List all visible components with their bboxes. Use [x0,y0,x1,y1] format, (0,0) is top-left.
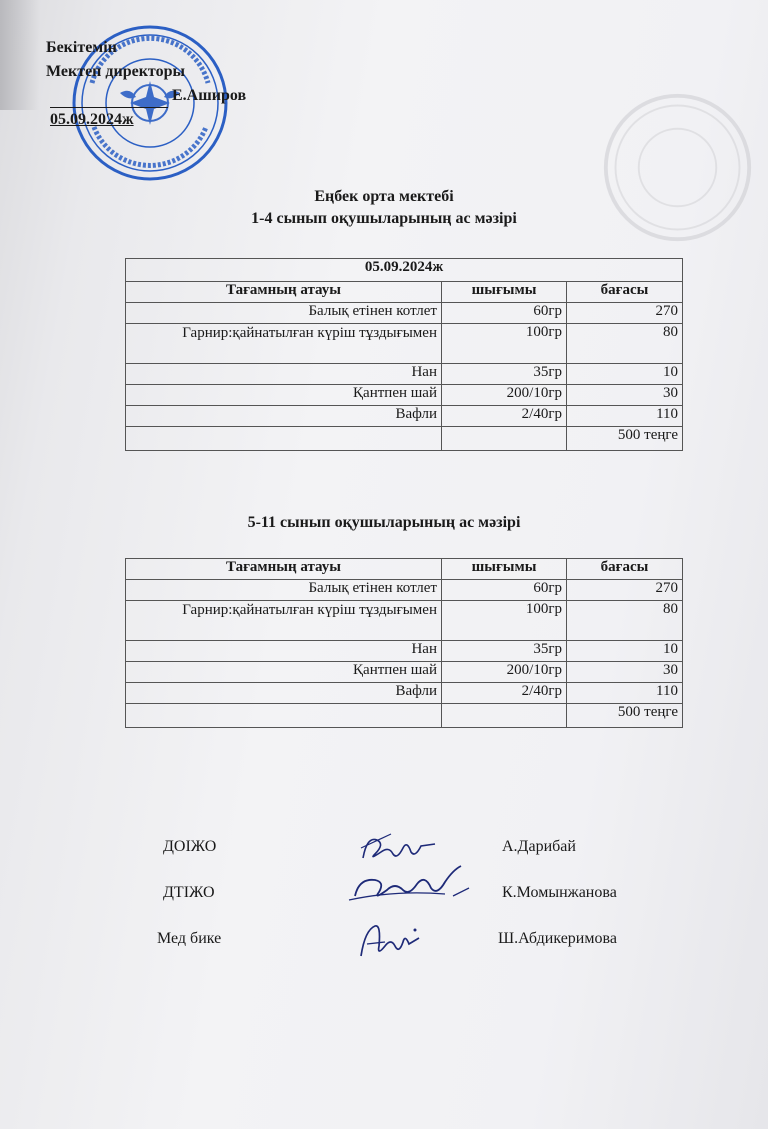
table-row [126,683,683,704]
header-price: бағасы [567,559,683,580]
total-price: 500 теңге [567,704,683,728]
empty-cell [442,704,567,728]
menu2-title: 5-11 сынып оқушыларының ас мәзірі [247,514,521,531]
signature-name: К.Момынжанова [502,884,617,901]
dish-name: Гарнир:қайнатылған күріш тұздығымен [126,601,442,641]
handwritten-signature-3 [355,916,435,964]
dish-price: 270 [567,580,683,601]
total-price: 500 теңге [567,427,683,451]
header-yield: шығымы [442,282,567,303]
dish-yield: 200/10гр [442,662,567,683]
dish-price: 30 [567,662,683,683]
total-row [126,704,683,728]
approval-date: 05.09.2024ж [50,111,134,128]
school-title: Еңбек орта мектебі [314,188,454,205]
dish-yield: 35гр [442,641,567,662]
empty-cell [126,704,442,728]
signature-role: ДОІЖО [163,838,217,855]
handwritten-signature-2 [345,860,475,910]
dish-price: 80 [567,324,683,364]
empty-cell [442,427,567,451]
dish-yield: 200/10гр [442,385,567,406]
menu1-date: 05.09.2024ж [126,259,683,282]
table-row [126,641,683,662]
dish-price: 80 [567,601,683,641]
dish-yield: 100гр [442,324,567,364]
approval-director-name: Е.Аширов [50,84,246,108]
empty-cell [126,427,442,451]
dish-yield: 60гр [442,580,567,601]
signature-role: ДТІЖО [163,884,215,901]
signature-name: А.Дарибай [502,838,576,855]
menu1-title: 1-4 сынып оқушыларының ас мәзірі [251,210,517,227]
page-shadow [0,0,40,110]
table-row [126,406,683,427]
dish-name: Балық етінен котлет [126,303,442,324]
dish-price: 270 [567,303,683,324]
approval-block [46,36,246,132]
table-row [126,385,683,406]
header-dish: Тағамның атауы [126,282,442,303]
signature-name: Ш.Абдикеримова [498,930,617,947]
dish-price: 10 [567,641,683,662]
approval-line: Бекітемін [46,39,117,56]
table-row [126,662,683,683]
dish-name: Вафли [126,406,442,427]
header-dish: Тағамның атауы [126,559,442,580]
header-yield: шығымы [442,559,567,580]
table-row [126,324,683,364]
total-row [126,427,683,451]
dish-name: Нан [126,364,442,385]
signature-role: Мед бике [157,930,222,947]
table-row [126,580,683,601]
dish-yield: 2/40гр [442,683,567,704]
header-price: бағасы [567,282,683,303]
approval-position: Мектеп директоры [46,63,185,80]
dish-name: Балық етінен котлет [126,580,442,601]
dish-name: Нан [126,641,442,662]
dish-price: 110 [567,683,683,704]
dish-yield: 2/40гр [442,406,567,427]
dish-yield: 100гр [442,601,567,641]
dish-price: 110 [567,406,683,427]
dish-yield: 35гр [442,364,567,385]
dish-name: Вафли [126,683,442,704]
dish-name: Қантпен шай [126,385,442,406]
dish-price: 10 [567,364,683,385]
table-row [126,364,683,385]
menu1-table [125,258,683,451]
table-row [126,303,683,324]
dish-name: Гарнир:қайнатылған күріш тұздығымен [126,324,442,364]
table-row [126,601,683,641]
menu2-table [125,558,683,728]
dish-price: 30 [567,385,683,406]
dish-name: Қантпен шай [126,662,442,683]
dish-yield: 60гр [442,303,567,324]
